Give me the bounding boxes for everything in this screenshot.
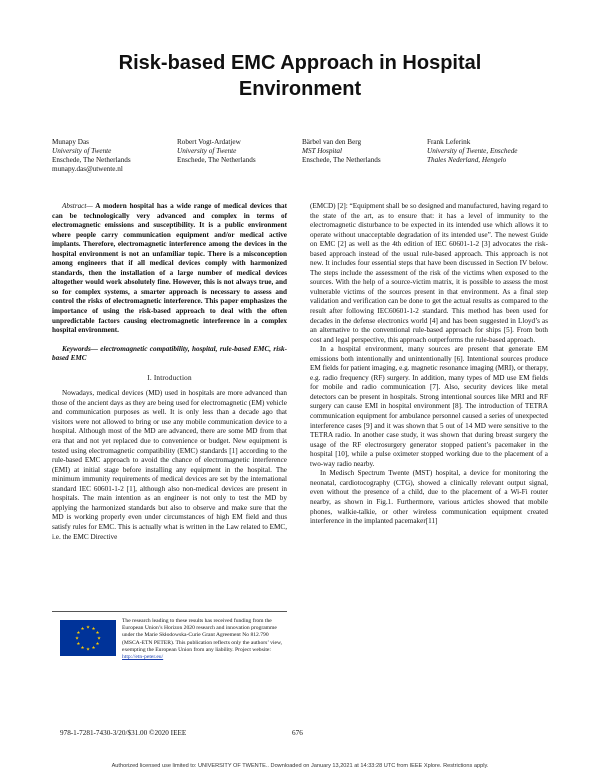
author-location: Enschede, The Netherlands	[302, 156, 381, 164]
eu-star-icon: ★	[96, 635, 102, 641]
keywords: Keywords— electromagnetic compatibility, hospital, rule-based EMC, risk-based EMC	[52, 344, 287, 363]
authorization-notice: Authorized licensed use limited to: UNIVERSITY OF TWENTE.. Downloaded on January 13,2021 at 14:33:28 UTC from IEEE Xplore. Restrictions apply.	[111, 763, 489, 769]
paper-title: Risk-based EMC Approach in Hospital Environment	[118, 52, 482, 100]
section-heading: I. Introduction	[147, 373, 192, 382]
eu-star-icon: ★	[91, 645, 96, 651]
author-affiliation: University of Twente	[177, 147, 237, 155]
intro-paragraph: Nowadays, medical devices (MD) used in hospitals are more advanced than those of the ancient days as they are being used for electromagnetic (EM) vehicle and communication purposes as well. It is only less than a decade ago that visitors were not allowed to bring or use any mobile communication device to a hospital. Although most of the MD are advanced, there are some MD from that era that and not yet replaced due to convenience or budget. New equipment is tested using electromagnetic compatibility (EMC) standards [1] according to the rule-based EMC approach to avoid the chance of electromagnetic interference (EMI) at initial stage before installing any equipment in the hospital. The minimum immunity requirements of medical devices are set by the international standard IEC 60601-1-2 [1], although also non-medical devices are present in hospitals. The main intention as an engineer is not only to test the MD by applying the harmonized standards but also to observe and make sure that the MD is working properly even under circumstances of high EM field and thus satisfy rules for EMC. This is actually what is written in the Law related to EMC, i.e. the EMC Directive	[52, 389, 287, 541]
author-affiliation: University of Twente, Enschede	[427, 147, 518, 155]
abstract	[52, 202, 287, 336]
author-4	[427, 138, 518, 165]
eu-star-icon: ★	[85, 646, 91, 652]
abstract-text: A modern hospital has a wide range of medical devices that can be technologically very advanced and complex in terms of electromagnetic emissions and susceptibility. It is a public environment where people carry communication equipment and/or medical active implants. Therefore, electromagnetic interference among the devices in the hospital environment is not an unfamiliar topic. There is a misconception among engineers that if all medical devices comply with harmonized standards, then the installation of a large number of medical devices altogether would work absolutely fine. However, this is not always true, and so for complex systems, a smarter approach is necessary to assess and control the risks of electromagnetic interference. This paper emphasizes the importance of using the risk-based approach to deal with the often unpredictable factors causing electromagnetic interference in a complex hospital environment.	[52, 202, 287, 335]
right-paragraph-3: In Medisch Spectrum Twente (MST) hospital, a device for monitoring the neonatal, cardiotocography (CTG), showed a clinically relevant output signal, even without the presence of a child, due to the placement of a Wi-Fi router nearby, as shown in Fig.1. Furthermore, various articles showed that mobile phones, walkie-talkie, or other wireless communication equipment created interference in the implanted pacemaker[11]	[310, 469, 548, 526]
eu-star-icon: ★	[95, 641, 100, 647]
eu-star-icon: ★	[91, 626, 96, 632]
author-name: Robert Vogt-Ardatjew	[177, 138, 241, 146]
author-2	[177, 138, 256, 165]
author-name: Frank Leferink	[427, 138, 471, 146]
eu-star-icon: ★	[80, 626, 85, 632]
author-location: Thales Nederland, Hengelo	[427, 156, 507, 164]
funding-text	[122, 618, 287, 661]
abstract-lead: Abstract—	[62, 202, 93, 210]
author-location: Enschede, The Netherlands	[177, 156, 256, 164]
right-paragraph-1: (EMCD) [2]: “Equipment shall be so designed and manufactured, having regard to the state of the art, as to ensure that: it has a level of immunity to the electromagnetic disturbance to be expected in its intended use which allows it to operate without unacceptable degradation of its intended use”. The newest Guide on EMC [2] as well as the 4th edition of IEC 60601-1-2 [3] advocates the risk-based approach instead of the usual rule-based approach. This approach is not new. It includes four essential steps that have been discussed in Section IV below. The steps include the assessment of the risk of the victims when exposed to the sources. With the help of a source-victim matrix, it is possible to assess the most vulnerable victims of the sources present in that environment. As a final step validation and verification can be done to get the actual results as compared to the result after following IEC60601-1-2 standard. This method has been used for decades in the defense electronics world [4] and has been suggested in Lloyd’s as an alternative to the conventional rule-based approach for ships [5]. From both cost and legal perspective, this approach outperforms the rule-based approach.	[310, 202, 548, 344]
funding-statement: The research leading to these results has received funding from the European Union’s Horizon 2020 research and innovation programme under the Marie Skłodowska-Curie Grant Agreement No 812.790 (MSCA-ETN PETER). This publication reflects only the authors’ view, exempting the European Union from any liability. Project website:	[122, 618, 283, 653]
eu-flag-icon	[60, 620, 116, 656]
author-affiliation: University of Twente	[52, 147, 112, 155]
author-email: munapy.das@utwente.nl	[52, 165, 123, 173]
eu-star-icon: ★	[76, 641, 81, 647]
eu-star-icon: ★	[74, 635, 80, 641]
eu-star-icon: ★	[76, 630, 81, 636]
author-location: Enschede, The Netherlands	[52, 156, 131, 164]
eu-star-icon: ★	[95, 630, 100, 636]
author-name: Munapy Das	[52, 138, 89, 146]
author-block	[52, 138, 552, 182]
copyright-identifier: 978-1-7281-7430-3/20/$31.00 ©2020 IEEE	[60, 729, 187, 737]
author-1	[52, 138, 131, 174]
author-name: Bärbel van den Berg	[302, 138, 362, 146]
right-paragraph-2: In a hospital environment, many sources are present that generate EM emissions both intentionally and unintentionally [6]. Intentional sources produce EM fields for patient imaging, e.g. magnetic resonance imaging (MRI), or therapy, e.g. radio frequency (RF) surgery. In addition, many types of MD use EM fields for mobile and radio communication [7]. Also, security devices like metal detectors can be present in hospitals. Strong intentional sources like MRI and RF surgery can cause EMI in hospital environment [8]. The introduction of TETRA communication equipment for ambulance personnel caused a series of unexpected interference cases [9] and it was shown that 5 out of 14 MD were sensitive to the TETRA radio. In another case study, it was shown that during breast surgery the usage of the RF electrosurgery generator stopped patient’s pacemaker in the hospital [10], while a pulse oximeter stopped working due to the placement of a two-way radio nearby.	[310, 345, 548, 468]
project-website-link[interactable]: http://etn-peter.eu/	[122, 654, 164, 661]
right-column	[310, 202, 548, 527]
funding-footnote	[52, 611, 287, 668]
author-affiliation: MST Hospital	[302, 147, 343, 155]
page-number: 676	[292, 729, 303, 737]
eu-star-icon: ★	[80, 645, 85, 651]
left-column	[52, 202, 287, 542]
eu-star-icon: ★	[85, 624, 91, 630]
author-3	[302, 138, 381, 165]
